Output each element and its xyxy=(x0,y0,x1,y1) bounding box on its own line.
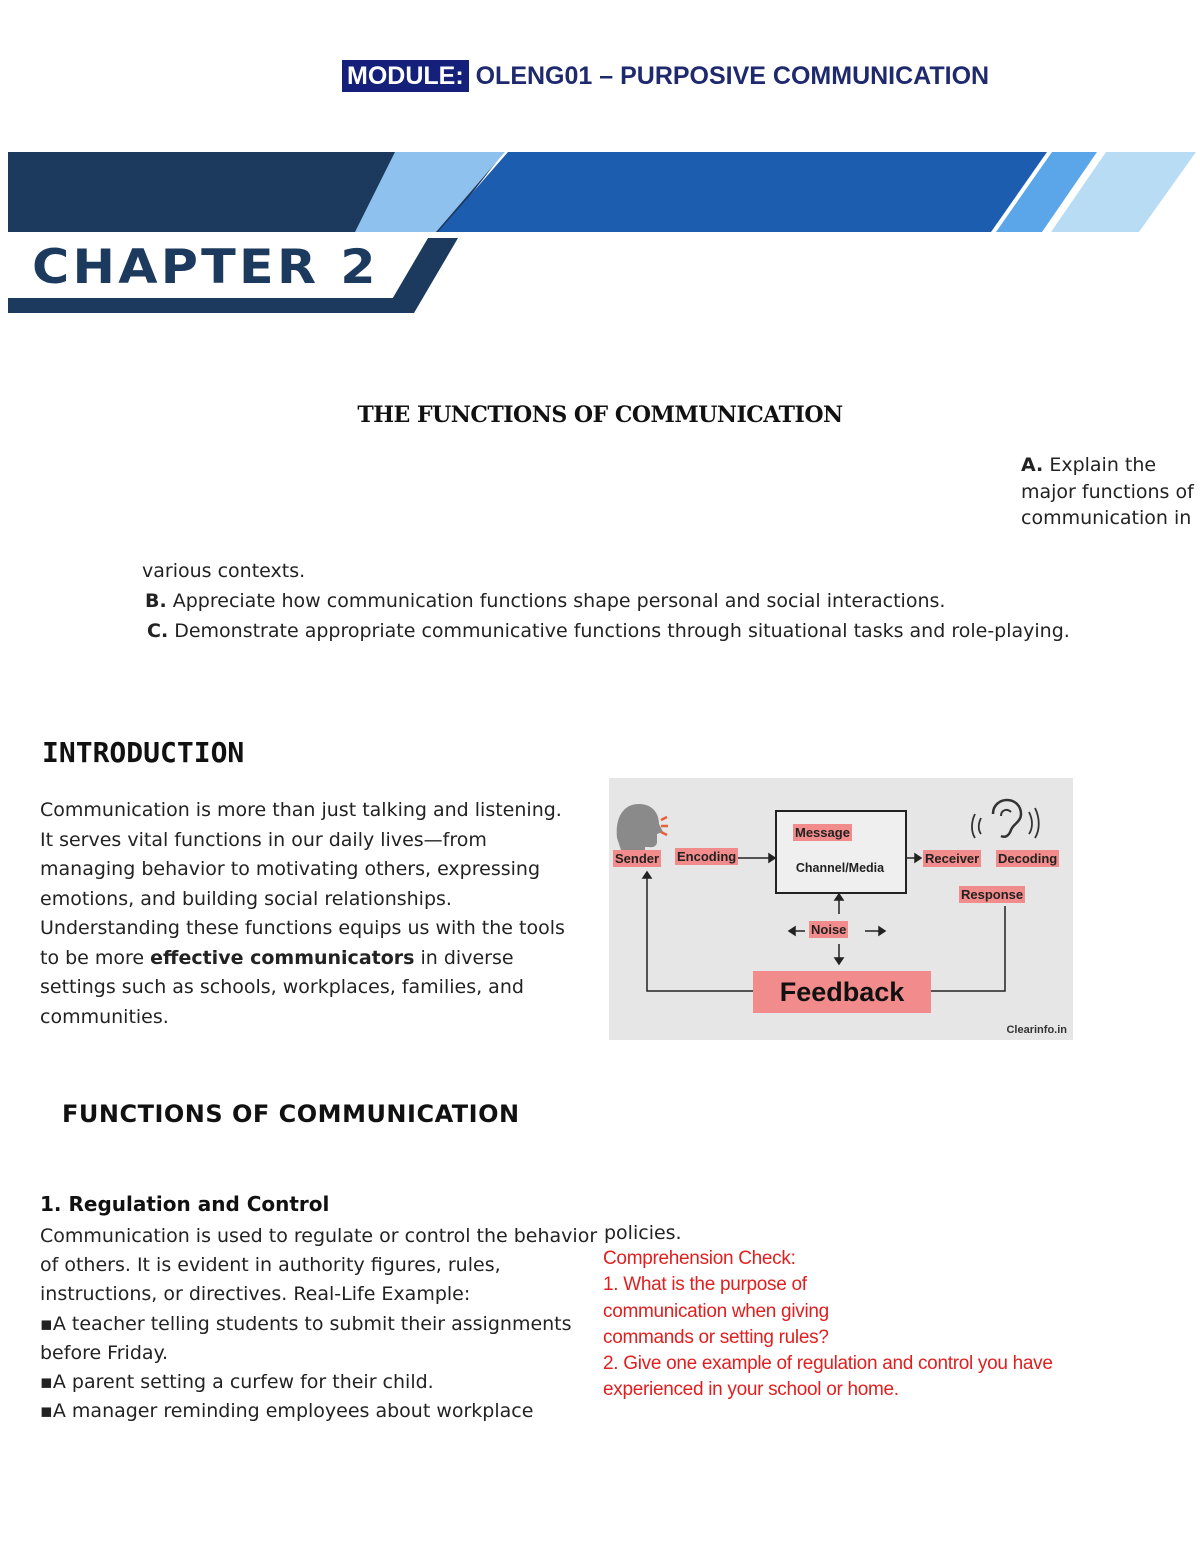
objective-a-continued: various contexts. xyxy=(142,560,306,582)
question-2: 2. Give one example of regulation and control you have experienced in your school or home. xyxy=(603,1353,1053,1401)
objective-c xyxy=(147,618,1070,645)
objective-b-letter: B. xyxy=(145,590,167,612)
comprehension-check-title: Comprehension Check: xyxy=(603,1248,796,1269)
receiver-label: Receiver xyxy=(925,851,980,866)
message-box xyxy=(775,810,907,894)
module-title: OLENG01 – PURPOSIVE COMMUNICATION xyxy=(475,62,990,90)
banner-slash xyxy=(384,238,458,313)
banner-underline-strip xyxy=(8,298,412,313)
objective-c-letter: C. xyxy=(147,620,169,642)
introduction-body xyxy=(40,796,580,1032)
objective-a-text: Explain the major functions of communication in xyxy=(1021,454,1194,529)
banner-mid-band xyxy=(438,152,1047,232)
example-bullet: ▪A teacher telling students to submit their assignments before Friday. xyxy=(40,1312,572,1364)
function-1-description: Communication is used to regulate or control the behavior of others. It is evident in authority figures, rules, instructions, or directives. Real-Life Example: xyxy=(40,1225,598,1306)
chapter-title: CHAPTER 2 xyxy=(32,240,379,295)
intro-text-pre: Communication is more than just talking and listening. It serves vital functions in our daily lives—from managing behavior to motivating others, expressing emotions, and building social relationships. Understanding these functions equips us with the tools to be more xyxy=(40,799,565,969)
ear-icon xyxy=(972,800,1039,838)
introduction-heading: INTRODUCTION xyxy=(42,736,245,769)
speech-waves-icon xyxy=(661,817,668,835)
intro-text-bold: effective communicators xyxy=(150,946,415,969)
speaker-head-icon xyxy=(617,804,663,850)
comprehension-check xyxy=(603,1246,1113,1404)
objective-a xyxy=(1021,452,1200,532)
module-header xyxy=(342,62,989,91)
objective-c-text: Demonstrate appropriate communicative functions through situational tasks and role-playing. xyxy=(174,620,1070,642)
objective-a-letter: A. xyxy=(1021,454,1044,476)
module-label: MODULE: xyxy=(342,60,469,92)
noise-label: Noise xyxy=(811,922,847,937)
channel-label: Channel/Media xyxy=(795,861,885,875)
section-title: THE FUNCTIONS OF COMMUNICATION xyxy=(357,402,843,428)
message-label: Message xyxy=(795,825,850,840)
example-bullet: ▪A parent setting a curfew for their child. xyxy=(40,1371,434,1394)
decoding-label: Decoding xyxy=(998,851,1058,866)
example-bullet: ▪A manager reminding employees about workplace xyxy=(40,1400,534,1423)
sender-label: Sender xyxy=(615,851,660,866)
function-1-continued: policies. xyxy=(604,1222,682,1244)
encoding-label: Encoding xyxy=(677,849,737,864)
function-1-body xyxy=(40,1222,605,1426)
function-1-heading: 1. Regulation and Control xyxy=(40,1192,330,1216)
feedback-label: Feedback xyxy=(753,971,931,1013)
question-1: 1. What is the purpose of communication when giving commands or setting rules? xyxy=(603,1274,829,1348)
intro-text-post: in diverse settings such as schools, workplaces, families, and communities. xyxy=(40,946,524,1028)
objective-b xyxy=(145,588,945,615)
response-label: Response xyxy=(961,887,1024,902)
functions-heading: FUNCTIONS OF COMMUNICATION xyxy=(62,1100,520,1128)
communication-process-diagram xyxy=(609,778,1073,1040)
source-watermark: Clearinfo.in xyxy=(1006,1024,1067,1036)
objective-b-text: Appreciate how communication functions shape personal and social interactions. xyxy=(172,590,946,612)
